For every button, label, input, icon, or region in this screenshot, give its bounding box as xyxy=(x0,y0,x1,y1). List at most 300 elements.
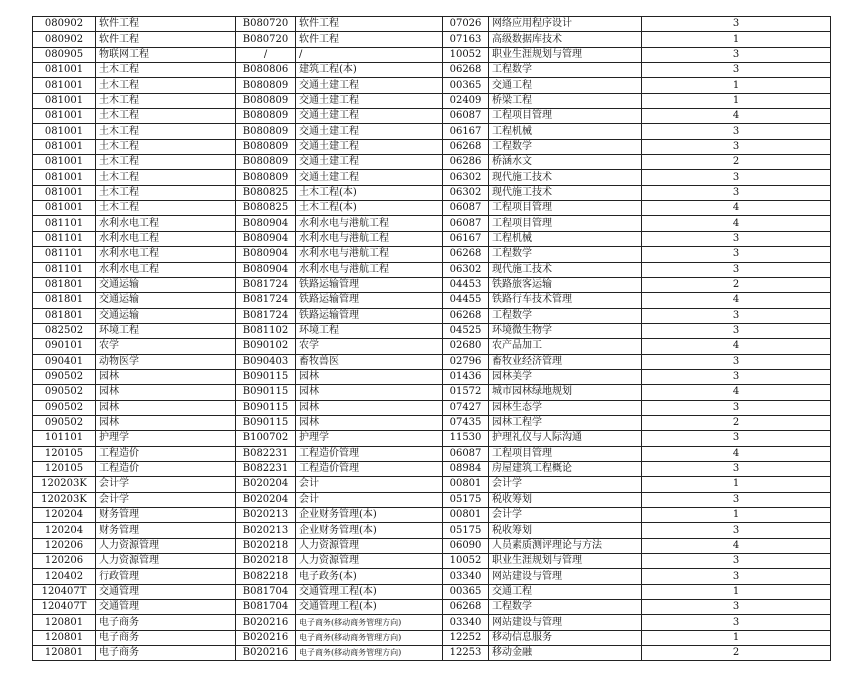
prior-major-name-cell: 水利水电与港航工程 xyxy=(296,231,443,246)
major-code-cell: 120402 xyxy=(33,569,96,584)
table-row xyxy=(33,446,831,461)
course-name-cell: 税收筹划 xyxy=(489,492,642,507)
table-row xyxy=(33,492,831,507)
course-code-cell: 07427 xyxy=(443,400,489,415)
course-code-cell: 06087 xyxy=(443,446,489,461)
prior-major-name-cell: 人力资源管理 xyxy=(296,554,443,569)
course-code-cell: 06090 xyxy=(443,538,489,553)
credit-cell: 1 xyxy=(642,477,831,492)
major-code-cell: 081001 xyxy=(33,124,96,139)
course-code-cell: 06268 xyxy=(443,600,489,615)
course-name-cell: 网站建设与管理 xyxy=(489,615,642,630)
table-row xyxy=(33,93,831,108)
major-name-cell: 人力资源管理 xyxy=(96,538,236,553)
prior-major-name-cell: 企业财务管理(本) xyxy=(296,508,443,523)
credit-cell: 3 xyxy=(642,400,831,415)
credit-cell: 3 xyxy=(642,615,831,630)
major-name-cell: 交通运输 xyxy=(96,308,236,323)
prior-major-name-cell: 交通土建工程 xyxy=(296,93,443,108)
course-code-cell: 06302 xyxy=(443,170,489,185)
course-code-cell: 08984 xyxy=(443,461,489,476)
prior-major-code-cell: B090115 xyxy=(236,385,296,400)
major-code-cell: 120407T xyxy=(33,584,96,599)
course-code-cell: 07026 xyxy=(443,17,489,32)
prior-major-name-cell: 交通管理工程(本) xyxy=(296,584,443,599)
prior-major-code-cell: B082231 xyxy=(236,461,296,476)
course-code-cell: 06087 xyxy=(443,216,489,231)
table-row xyxy=(33,155,831,170)
major-code-cell: 101101 xyxy=(33,431,96,446)
major-code-cell: 082502 xyxy=(33,323,96,338)
course-code-cell: 06268 xyxy=(443,63,489,78)
table-row xyxy=(33,323,831,338)
table-row xyxy=(33,293,831,308)
course-name-cell: 职业生涯规划与管理 xyxy=(489,47,642,62)
major-code-cell: 120206 xyxy=(33,538,96,553)
credit-cell: 4 xyxy=(642,109,831,124)
prior-major-code-cell: B090115 xyxy=(236,415,296,430)
prior-major-code-cell: B080806 xyxy=(236,63,296,78)
credit-cell: 3 xyxy=(642,124,831,139)
table-row xyxy=(33,109,831,124)
course-name-cell: 网站建设与管理 xyxy=(489,569,642,584)
prior-major-code-cell: B082218 xyxy=(236,569,296,584)
major-code-cell: 081001 xyxy=(33,78,96,93)
prior-major-code-cell: B020213 xyxy=(236,508,296,523)
major-name-cell: 水利水电工程 xyxy=(96,247,236,262)
major-name-cell: 会计学 xyxy=(96,492,236,507)
course-name-cell: 移动信息服务 xyxy=(489,630,642,645)
major-code-cell: 090101 xyxy=(33,339,96,354)
major-name-cell: 电子商务 xyxy=(96,646,236,661)
major-code-cell: 090401 xyxy=(33,354,96,369)
course-name-cell: 工程数学 xyxy=(489,247,642,262)
major-name-cell: 交通管理 xyxy=(96,600,236,615)
table-row xyxy=(33,277,831,292)
prior-major-code-cell: B081102 xyxy=(236,323,296,338)
prior-major-name-cell: 铁路运输管理 xyxy=(296,277,443,292)
prior-major-name-cell: 水利水电与港航工程 xyxy=(296,247,443,262)
prior-major-name-cell: 工程造价管理 xyxy=(296,446,443,461)
table-row xyxy=(33,400,831,415)
course-code-cell: 06167 xyxy=(443,124,489,139)
major-name-cell: 土木工程 xyxy=(96,109,236,124)
prior-major-name-cell: 环境工程 xyxy=(296,323,443,338)
major-code-cell: 081101 xyxy=(33,216,96,231)
credit-cell: 3 xyxy=(642,185,831,200)
major-code-cell: 081001 xyxy=(33,155,96,170)
credit-cell: 1 xyxy=(642,32,831,47)
major-code-cell: 081801 xyxy=(33,293,96,308)
table-row xyxy=(33,231,831,246)
credit-cell: 4 xyxy=(642,538,831,553)
major-code-cell: 081801 xyxy=(33,277,96,292)
prior-major-code-cell: B090115 xyxy=(236,400,296,415)
course-name-cell: 现代施工技术 xyxy=(489,185,642,200)
prior-major-name-cell: 电子商务(移动商务管理方向) xyxy=(296,615,443,630)
course-code-cell: 06286 xyxy=(443,155,489,170)
table-row xyxy=(33,139,831,154)
credit-cell: 3 xyxy=(642,461,831,476)
major-code-cell: 080905 xyxy=(33,47,96,62)
major-code-cell: 081001 xyxy=(33,139,96,154)
table-row xyxy=(33,339,831,354)
major-name-cell: 交通运输 xyxy=(96,293,236,308)
table-row xyxy=(33,508,831,523)
prior-major-code-cell: B080904 xyxy=(236,231,296,246)
prior-major-name-cell: 护理学 xyxy=(296,431,443,446)
course-code-cell: 06268 xyxy=(443,247,489,262)
major-name-cell: 交通管理 xyxy=(96,584,236,599)
course-code-cell: 10052 xyxy=(443,554,489,569)
major-name-cell: 电子商务 xyxy=(96,630,236,645)
major-name-cell: 园林 xyxy=(96,385,236,400)
course-name-cell: 交通工程 xyxy=(489,78,642,93)
course-name-cell: 园林工程学 xyxy=(489,415,642,430)
prior-major-code-cell: B020218 xyxy=(236,554,296,569)
credit-cell: 4 xyxy=(642,446,831,461)
major-name-cell: 动物医学 xyxy=(96,354,236,369)
prior-major-code-cell: B020216 xyxy=(236,646,296,661)
course-name-cell: 农产品加工 xyxy=(489,339,642,354)
prior-major-name-cell: 畜牧兽医 xyxy=(296,354,443,369)
credit-cell: 3 xyxy=(642,308,831,323)
major-code-cell: 120206 xyxy=(33,554,96,569)
major-name-cell: 农学 xyxy=(96,339,236,354)
major-name-cell: 园林 xyxy=(96,415,236,430)
course-code-cell: 06167 xyxy=(443,231,489,246)
major-code-cell: 081101 xyxy=(33,231,96,246)
course-name-cell: 护理礼仪与人际沟通 xyxy=(489,431,642,446)
major-code-cell: 081001 xyxy=(33,109,96,124)
major-code-cell: 120801 xyxy=(33,615,96,630)
course-name-cell: 职业生涯规划与管理 xyxy=(489,554,642,569)
prior-major-name-cell: 人力资源管理 xyxy=(296,538,443,553)
course-name-cell: 会计学 xyxy=(489,477,642,492)
table-row xyxy=(33,431,831,446)
course-name-cell: 人员素质测评理论与方法 xyxy=(489,538,642,553)
prior-major-name-cell: 土木工程(本) xyxy=(296,185,443,200)
major-code-cell: 120801 xyxy=(33,646,96,661)
major-name-cell: 土木工程 xyxy=(96,63,236,78)
course-code-cell: 06087 xyxy=(443,109,489,124)
course-code-cell: 02409 xyxy=(443,93,489,108)
course-table xyxy=(32,16,831,661)
prior-major-code-cell: B080809 xyxy=(236,109,296,124)
course-name-cell: 交通工程 xyxy=(489,584,642,599)
major-code-cell: 090502 xyxy=(33,385,96,400)
table-row xyxy=(33,170,831,185)
major-name-cell: 电子商务 xyxy=(96,615,236,630)
credit-cell: 3 xyxy=(642,139,831,154)
prior-major-code-cell: B080904 xyxy=(236,216,296,231)
major-name-cell: 土木工程 xyxy=(96,201,236,216)
major-name-cell: 环境工程 xyxy=(96,323,236,338)
course-name-cell: 工程数学 xyxy=(489,63,642,78)
prior-major-code-cell: B080809 xyxy=(236,139,296,154)
major-name-cell: 土木工程 xyxy=(96,124,236,139)
prior-major-code-cell: B081724 xyxy=(236,308,296,323)
major-name-cell: 水利水电工程 xyxy=(96,231,236,246)
major-name-cell: 土木工程 xyxy=(96,93,236,108)
prior-major-code-cell: B020213 xyxy=(236,523,296,538)
major-code-cell: 081001 xyxy=(33,201,96,216)
major-code-cell: 120801 xyxy=(33,630,96,645)
credit-cell: 2 xyxy=(642,646,831,661)
table-row xyxy=(33,415,831,430)
prior-major-name-cell: 交通土建工程 xyxy=(296,78,443,93)
major-code-cell: 090502 xyxy=(33,369,96,384)
prior-major-code-cell: B081724 xyxy=(236,277,296,292)
prior-major-code-cell: B020216 xyxy=(236,615,296,630)
course-code-cell: 06302 xyxy=(443,262,489,277)
course-name-cell: 税收筹划 xyxy=(489,523,642,538)
major-code-cell: 120203K xyxy=(33,492,96,507)
course-code-cell: 11530 xyxy=(443,431,489,446)
major-name-cell: 土木工程 xyxy=(96,78,236,93)
course-code-cell: 03340 xyxy=(443,615,489,630)
course-code-cell: 00801 xyxy=(443,477,489,492)
course-code-cell: 05175 xyxy=(443,523,489,538)
credit-cell: 3 xyxy=(642,262,831,277)
major-code-cell: 090502 xyxy=(33,415,96,430)
prior-major-code-cell: / xyxy=(236,47,296,62)
table-row xyxy=(33,461,831,476)
prior-major-name-cell: 水利水电与港航工程 xyxy=(296,262,443,277)
course-name-cell: 工程项目管理 xyxy=(489,201,642,216)
prior-major-name-cell: 园林 xyxy=(296,385,443,400)
major-name-cell: 土木工程 xyxy=(96,170,236,185)
credit-cell: 3 xyxy=(642,63,831,78)
prior-major-code-cell: B081724 xyxy=(236,293,296,308)
course-code-cell: 06268 xyxy=(443,308,489,323)
prior-major-name-cell: 电子商务(移动商务管理方向) xyxy=(296,630,443,645)
table-row xyxy=(33,247,831,262)
credit-cell: 4 xyxy=(642,385,831,400)
major-name-cell: 软件工程 xyxy=(96,17,236,32)
table-row xyxy=(33,32,831,47)
prior-major-code-cell: B090403 xyxy=(236,354,296,369)
prior-major-name-cell: 软件工程 xyxy=(296,32,443,47)
prior-major-code-cell: B020216 xyxy=(236,630,296,645)
prior-major-name-cell: 会计 xyxy=(296,492,443,507)
table-row xyxy=(33,354,831,369)
major-name-cell: 工程造价 xyxy=(96,461,236,476)
major-name-cell: 水利水电工程 xyxy=(96,262,236,277)
table-row xyxy=(33,369,831,384)
major-code-cell: 081101 xyxy=(33,247,96,262)
course-name-cell: 工程数学 xyxy=(489,308,642,323)
major-code-cell: 080902 xyxy=(33,17,96,32)
course-code-cell: 04453 xyxy=(443,277,489,292)
credit-cell: 3 xyxy=(642,600,831,615)
course-name-cell: 园林美学 xyxy=(489,369,642,384)
prior-major-name-cell: 土木工程(本) xyxy=(296,201,443,216)
credit-cell: 3 xyxy=(642,492,831,507)
credit-cell: 3 xyxy=(642,369,831,384)
credit-cell: 1 xyxy=(642,78,831,93)
table-row xyxy=(33,554,831,569)
credit-cell: 3 xyxy=(642,354,831,369)
prior-major-code-cell: B081704 xyxy=(236,600,296,615)
prior-major-name-cell: 农学 xyxy=(296,339,443,354)
credit-cell: 3 xyxy=(642,47,831,62)
credit-cell: 3 xyxy=(642,170,831,185)
credit-cell: 3 xyxy=(642,523,831,538)
credit-cell: 4 xyxy=(642,293,831,308)
major-code-cell: 120105 xyxy=(33,446,96,461)
prior-major-code-cell: B020204 xyxy=(236,492,296,507)
major-code-cell: 120204 xyxy=(33,523,96,538)
table-row xyxy=(33,262,831,277)
course-code-cell: 07435 xyxy=(443,415,489,430)
major-name-cell: 人力资源管理 xyxy=(96,554,236,569)
course-name-cell: 网络应用程序设计 xyxy=(489,17,642,32)
course-code-cell: 01572 xyxy=(443,385,489,400)
prior-major-code-cell: B020218 xyxy=(236,538,296,553)
course-name-cell: 工程项目管理 xyxy=(489,446,642,461)
credit-cell: 3 xyxy=(642,323,831,338)
credit-cell: 4 xyxy=(642,339,831,354)
table-row xyxy=(33,523,831,538)
major-code-cell: 081001 xyxy=(33,93,96,108)
course-code-cell: 07163 xyxy=(443,32,489,47)
table-row xyxy=(33,78,831,93)
major-code-cell: 120407T xyxy=(33,600,96,615)
course-name-cell: 工程项目管理 xyxy=(489,109,642,124)
table-row xyxy=(33,308,831,323)
course-code-cell: 03340 xyxy=(443,569,489,584)
course-name-cell: 现代施工技术 xyxy=(489,170,642,185)
prior-major-name-cell: 交通土建工程 xyxy=(296,124,443,139)
prior-major-name-cell: 交通管理工程(本) xyxy=(296,600,443,615)
course-name-cell: 园林生态学 xyxy=(489,400,642,415)
course-code-cell: 06087 xyxy=(443,201,489,216)
course-name-cell: 工程机械 xyxy=(489,231,642,246)
table-row xyxy=(33,646,831,661)
prior-major-code-cell: B080809 xyxy=(236,124,296,139)
prior-major-code-cell: B090115 xyxy=(236,369,296,384)
credit-cell: 1 xyxy=(642,630,831,645)
credit-cell: 1 xyxy=(642,93,831,108)
prior-major-name-cell: 工程造价管理 xyxy=(296,461,443,476)
course-name-cell: 现代施工技术 xyxy=(489,262,642,277)
course-code-cell: 00365 xyxy=(443,78,489,93)
course-name-cell: 工程机械 xyxy=(489,124,642,139)
prior-major-name-cell: 会计 xyxy=(296,477,443,492)
credit-cell: 4 xyxy=(642,201,831,216)
table-row xyxy=(33,538,831,553)
course-code-cell: 00801 xyxy=(443,508,489,523)
prior-major-code-cell: B020204 xyxy=(236,477,296,492)
prior-major-code-cell: B090102 xyxy=(236,339,296,354)
major-name-cell: 会计学 xyxy=(96,477,236,492)
major-name-cell: 土木工程 xyxy=(96,155,236,170)
course-code-cell: 10052 xyxy=(443,47,489,62)
major-name-cell: 物联网工程 xyxy=(96,47,236,62)
credit-cell: 2 xyxy=(642,155,831,170)
prior-major-name-cell: 交通土建工程 xyxy=(296,139,443,154)
course-code-cell: 06268 xyxy=(443,139,489,154)
major-code-cell: 081801 xyxy=(33,308,96,323)
prior-major-name-cell: 企业财务管理(本) xyxy=(296,523,443,538)
prior-major-code-cell: B082231 xyxy=(236,446,296,461)
prior-major-code-cell: B080720 xyxy=(236,17,296,32)
course-name-cell: 桥梁工程 xyxy=(489,93,642,108)
credit-cell: 3 xyxy=(642,247,831,262)
table-row xyxy=(33,63,831,78)
prior-major-code-cell: B080809 xyxy=(236,78,296,93)
prior-major-code-cell: B080825 xyxy=(236,201,296,216)
prior-major-code-cell: B080809 xyxy=(236,93,296,108)
table-row xyxy=(33,600,831,615)
major-name-cell: 交通运输 xyxy=(96,277,236,292)
credit-cell: 1 xyxy=(642,508,831,523)
table-row xyxy=(33,630,831,645)
credit-cell: 3 xyxy=(642,17,831,32)
table-body xyxy=(33,17,831,661)
prior-major-name-cell: 园林 xyxy=(296,415,443,430)
major-code-cell: 081001 xyxy=(33,185,96,200)
table-row xyxy=(33,385,831,400)
prior-major-name-cell: 电子政务(本) xyxy=(296,569,443,584)
course-name-cell: 环境微生物学 xyxy=(489,323,642,338)
prior-major-name-cell: / xyxy=(296,47,443,62)
course-code-cell: 06302 xyxy=(443,185,489,200)
prior-major-code-cell: B100702 xyxy=(236,431,296,446)
course-name-cell: 移动金融 xyxy=(489,646,642,661)
prior-major-name-cell: 园林 xyxy=(296,400,443,415)
major-name-cell: 水利水电工程 xyxy=(96,216,236,231)
table-row xyxy=(33,584,831,599)
prior-major-name-cell: 铁路运输管理 xyxy=(296,293,443,308)
course-code-cell: 04525 xyxy=(443,323,489,338)
course-name-cell: 工程数学 xyxy=(489,600,642,615)
prior-major-code-cell: B080904 xyxy=(236,262,296,277)
major-code-cell: 090502 xyxy=(33,400,96,415)
course-code-cell: 12253 xyxy=(443,646,489,661)
major-code-cell: 120203K xyxy=(33,477,96,492)
table-row xyxy=(33,216,831,231)
major-name-cell: 土木工程 xyxy=(96,185,236,200)
course-name-cell: 房屋建筑工程概论 xyxy=(489,461,642,476)
course-name-cell: 畜牧业经济管理 xyxy=(489,354,642,369)
course-name-cell: 桥涵水文 xyxy=(489,155,642,170)
credit-cell: 2 xyxy=(642,277,831,292)
credit-cell: 4 xyxy=(642,216,831,231)
course-name-cell: 工程数学 xyxy=(489,139,642,154)
prior-major-code-cell: B080904 xyxy=(236,247,296,262)
credit-cell: 3 xyxy=(642,569,831,584)
major-name-cell: 园林 xyxy=(96,400,236,415)
prior-major-name-cell: 建筑工程(本) xyxy=(296,63,443,78)
major-name-cell: 财务管理 xyxy=(96,523,236,538)
prior-major-name-cell: 交通土建工程 xyxy=(296,109,443,124)
major-name-cell: 行政管理 xyxy=(96,569,236,584)
major-name-cell: 园林 xyxy=(96,369,236,384)
course-code-cell: 02796 xyxy=(443,354,489,369)
table-row xyxy=(33,185,831,200)
course-name-cell: 城市园林绿地规划 xyxy=(489,385,642,400)
prior-major-code-cell: B081704 xyxy=(236,584,296,599)
prior-major-name-cell: 软件工程 xyxy=(296,17,443,32)
major-code-cell: 120105 xyxy=(33,461,96,476)
course-name-cell: 铁路行车技术管理 xyxy=(489,293,642,308)
major-name-cell: 工程造价 xyxy=(96,446,236,461)
major-code-cell: 081001 xyxy=(33,170,96,185)
table-row xyxy=(33,615,831,630)
course-name-cell: 高级数据库技术 xyxy=(489,32,642,47)
